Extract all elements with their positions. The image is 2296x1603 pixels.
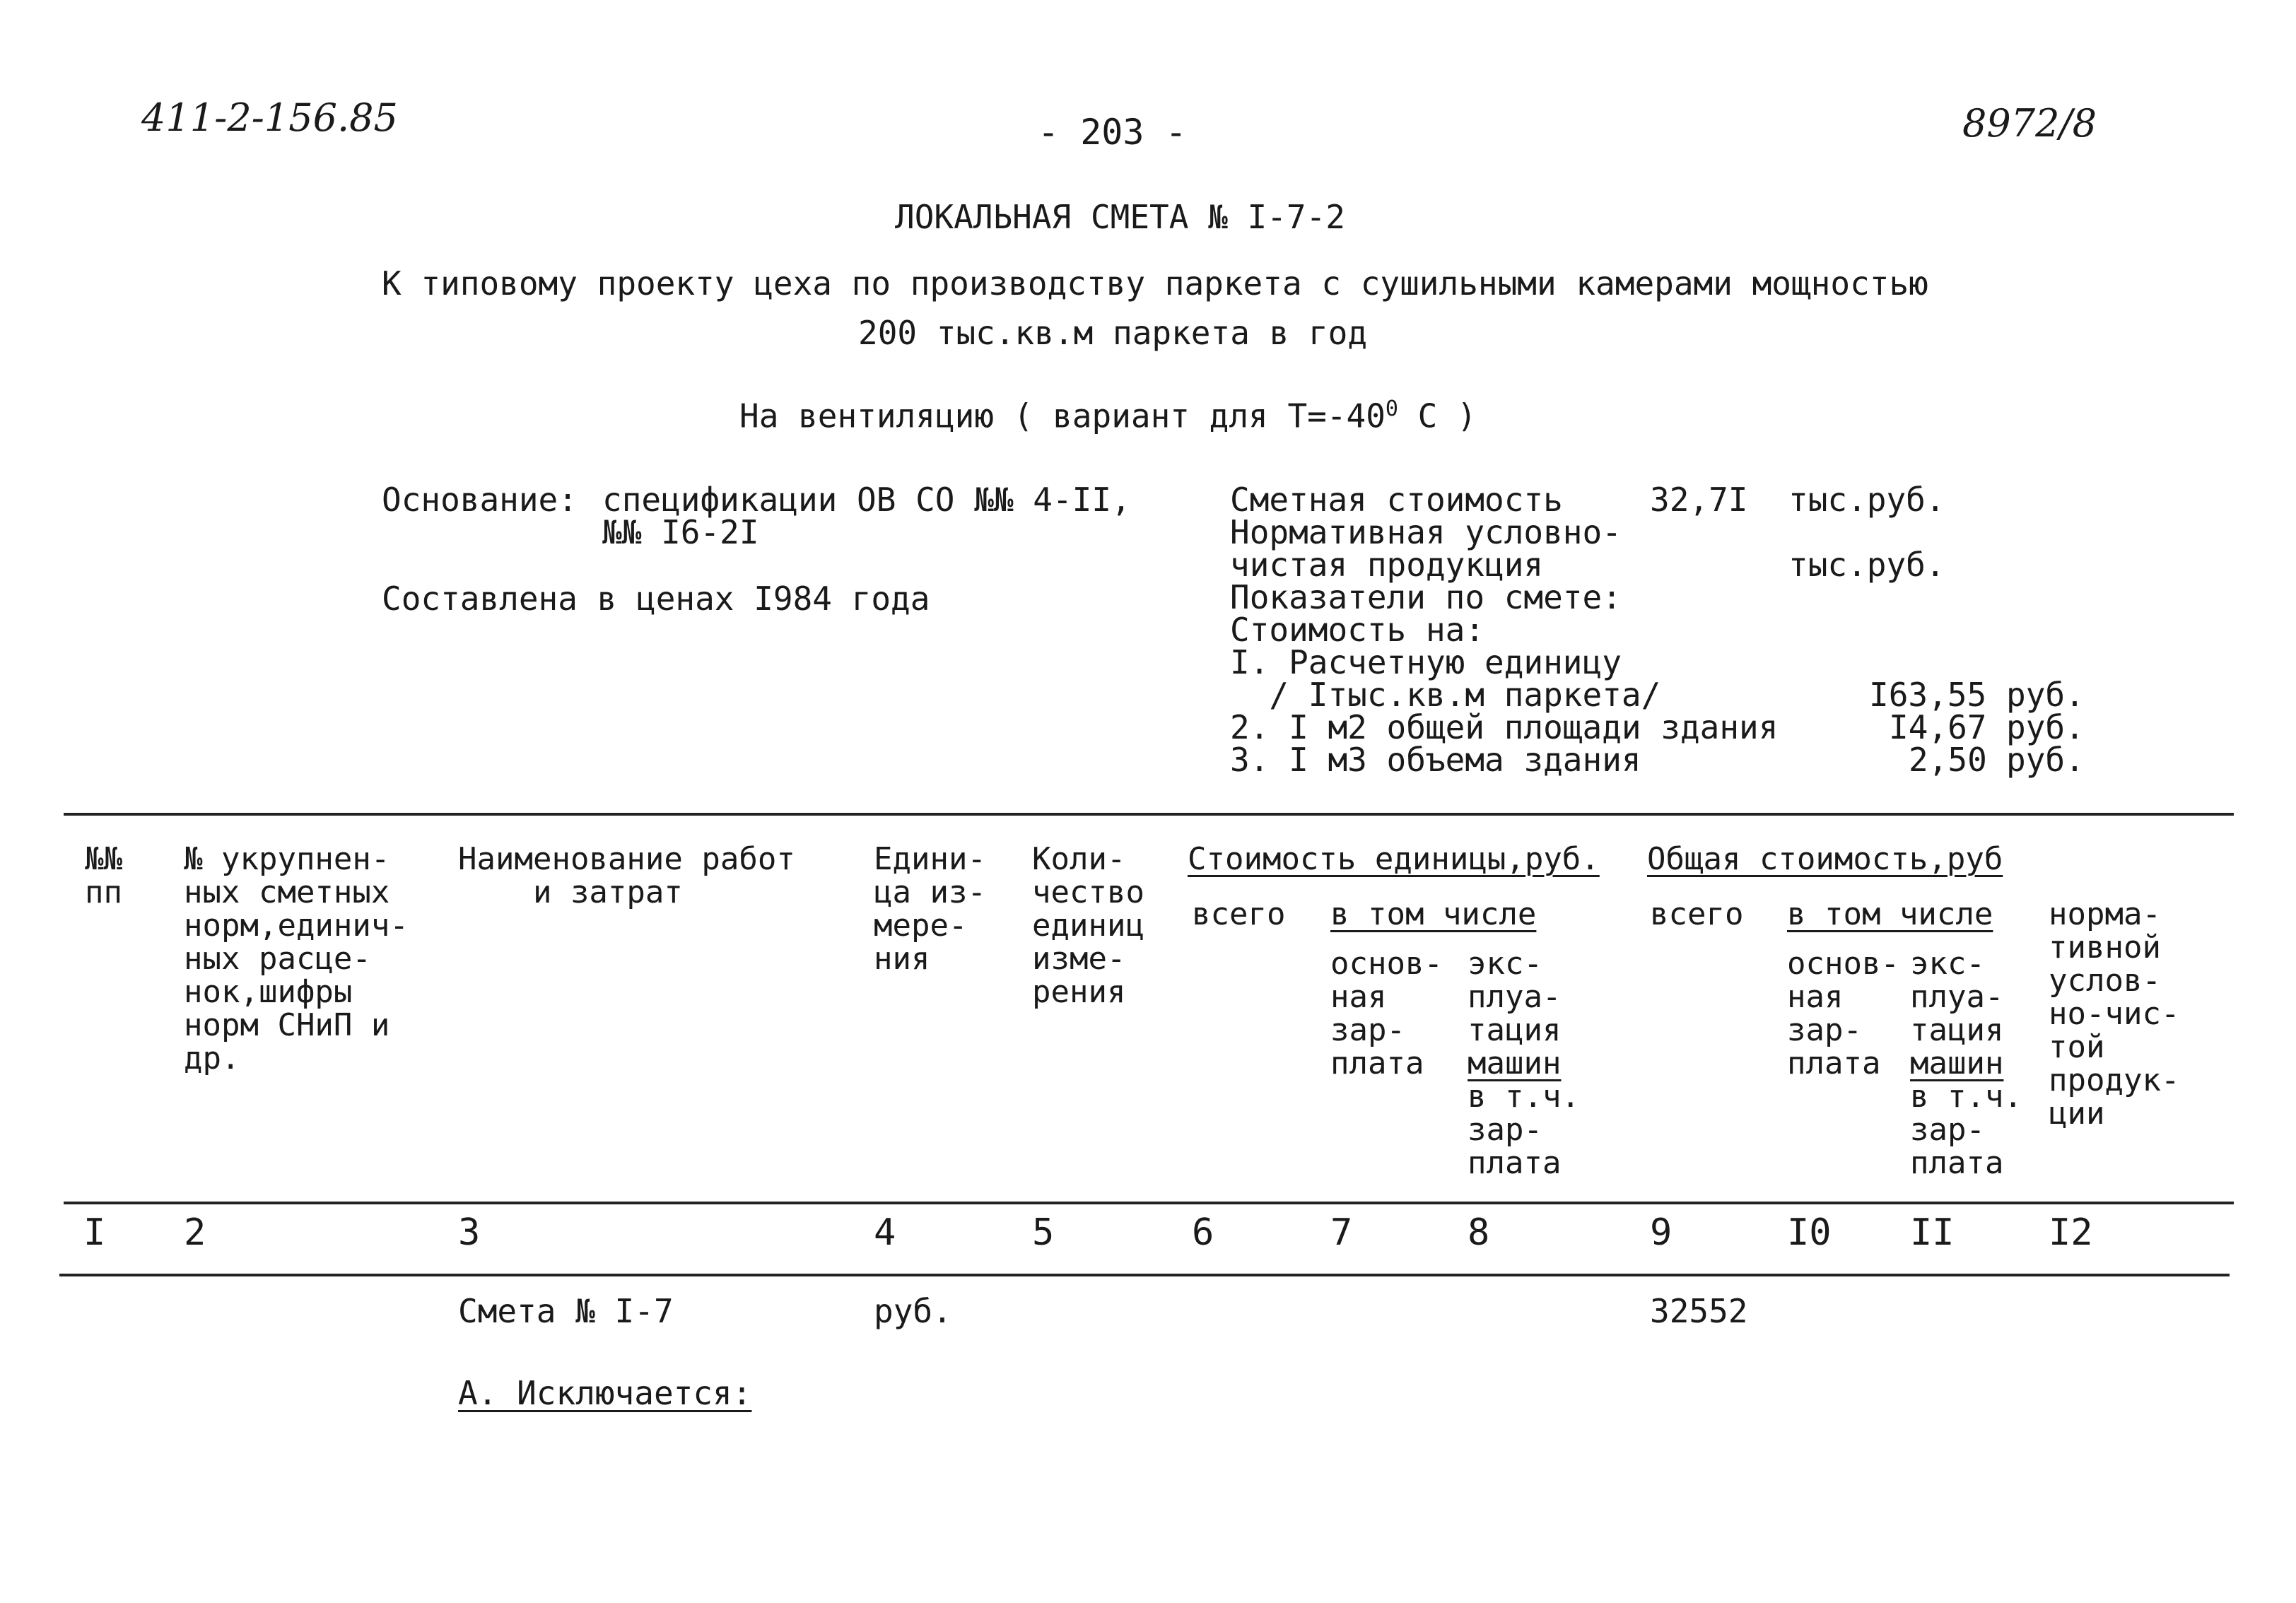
- column-number: I2: [2049, 1211, 2093, 1254]
- subtitle-line-2: 200 тыс.кв.м паркета в год: [858, 314, 1368, 352]
- basis-spec-line2: №№ I6-2I: [602, 513, 759, 551]
- basis-label: Основание:: [382, 481, 578, 519]
- indicator-1-unit: руб.: [2006, 676, 2085, 714]
- archive-number: 8972/8: [1962, 101, 2097, 146]
- column-number: 7: [1330, 1211, 1353, 1254]
- indicator-2-unit: руб.: [2006, 708, 2085, 746]
- column-number: 8: [1468, 1211, 1490, 1254]
- estimated-cost-label: Сметная стоимость: [1230, 481, 1563, 519]
- purpose-line: На вентиляцию ( вариант для $Т=-40^0$ С ): [739, 397, 1477, 435]
- indicator-2-label: 2. I м2 общей площади здания: [1230, 708, 1779, 746]
- indicators-label: Показатели по смете:: [1230, 578, 1622, 616]
- table-top-rule: [64, 813, 2234, 816]
- page-title: ЛОКАЛЬНАЯ СМЕТА № I-7-2: [895, 198, 1345, 236]
- column-number: 5: [1032, 1211, 1055, 1254]
- price-level: Составлена в ценах I984 года: [382, 580, 930, 618]
- indicator-3-value: 2,50: [1909, 741, 1987, 779]
- header-normative-product: норма- тивной услов- но-чис- той продук- ции: [2049, 896, 2180, 1132]
- header-unit-cost: Стоимость единицы,руб.: [1188, 841, 1600, 877]
- estimated-cost-value: 32,7I: [1650, 481, 1748, 519]
- header-total-including: в том числе: [1787, 896, 1993, 932]
- header-unit-machines: экс- плуа- тация: [1468, 946, 1562, 1048]
- header-total-wages: основ- ная зар- плата: [1787, 946, 1899, 1081]
- header-total-cost: Общая стоимость,руб: [1647, 841, 2003, 877]
- header-quantity: Коли- чество единиц изме- рения: [1032, 841, 1144, 1010]
- column-number: 6: [1192, 1211, 1214, 1254]
- document-code: 411-2-156.85: [141, 95, 398, 140]
- column-number: II: [1910, 1211, 1955, 1254]
- normative-label-2: чистая продукция: [1230, 546, 1544, 584]
- header-total-machines: экс- плуа- тация: [1910, 946, 2004, 1048]
- page-number: - 203 -: [1038, 112, 1187, 153]
- column-number: I: [83, 1211, 106, 1254]
- column-number: 3: [458, 1211, 481, 1254]
- header-work-name: Наименование работ и затрат: [458, 841, 795, 910]
- header-total-all: всего: [1650, 896, 1744, 932]
- header-unit-machines-wages: в т.ч. зар- плата: [1468, 1079, 1580, 1181]
- column-number: I0: [1787, 1211, 1832, 1254]
- indicator-1-value: I63,55: [1869, 676, 1987, 714]
- indicator-3-unit: руб.: [2006, 741, 2085, 779]
- section-heading: А. Исключается:: [458, 1374, 752, 1412]
- header-row-number: №№ пп: [85, 841, 122, 910]
- column-numbers-rule: [59, 1274, 2230, 1276]
- header-bottom-rule: [64, 1202, 2234, 1204]
- table-row-name: Смета № I-7: [458, 1292, 674, 1330]
- header-unit-including: в том числе: [1330, 896, 1537, 932]
- basis-spec-line1: спецификации ОВ СО №№ 4-II,: [602, 481, 1131, 519]
- column-number: 4: [874, 1211, 896, 1254]
- header-unit-total: всего: [1192, 896, 1286, 932]
- cost-per-label: Стоимость на:: [1230, 611, 1485, 649]
- estimated-cost-unit: тыс.руб.: [1788, 481, 1945, 519]
- header-total-machines-wages: в т.ч. зар- плата: [1910, 1079, 2022, 1181]
- header-unit-machines-b: машин: [1468, 1045, 1562, 1081]
- indicator-1-label: I. Расчетную единицу: [1230, 643, 1622, 681]
- normative-unit: тыс.руб.: [1788, 546, 1945, 584]
- indicator-1-sublabel: / Iтыс.кв.м паркета/: [1230, 676, 1661, 714]
- header-total-machines-b: машин: [1910, 1045, 2004, 1081]
- column-number: 9: [1650, 1211, 1673, 1254]
- header-norm-code: № укрупнен- ных сметных норм,единич- ных расце- нок,шифры норм СНиП и др.: [184, 841, 409, 1076]
- table-row-unit: руб.: [874, 1292, 952, 1330]
- column-number: 2: [184, 1211, 206, 1254]
- indicator-3-label: 3. I м3 объема здания: [1230, 741, 1641, 779]
- indicator-2-value: I4,67: [1889, 708, 1987, 746]
- header-unit: Едини- ца из- мере- ния: [874, 841, 986, 977]
- header-unit-wages: основ- ная зар- плата: [1330, 946, 1443, 1081]
- table-row-total: 32552: [1650, 1292, 1748, 1330]
- normative-label-1: Нормативная условно-: [1230, 513, 1622, 551]
- subtitle-line-1: К типовому проекту цеха по производству паркета с сушильными камерами мощностью: [382, 264, 1928, 303]
